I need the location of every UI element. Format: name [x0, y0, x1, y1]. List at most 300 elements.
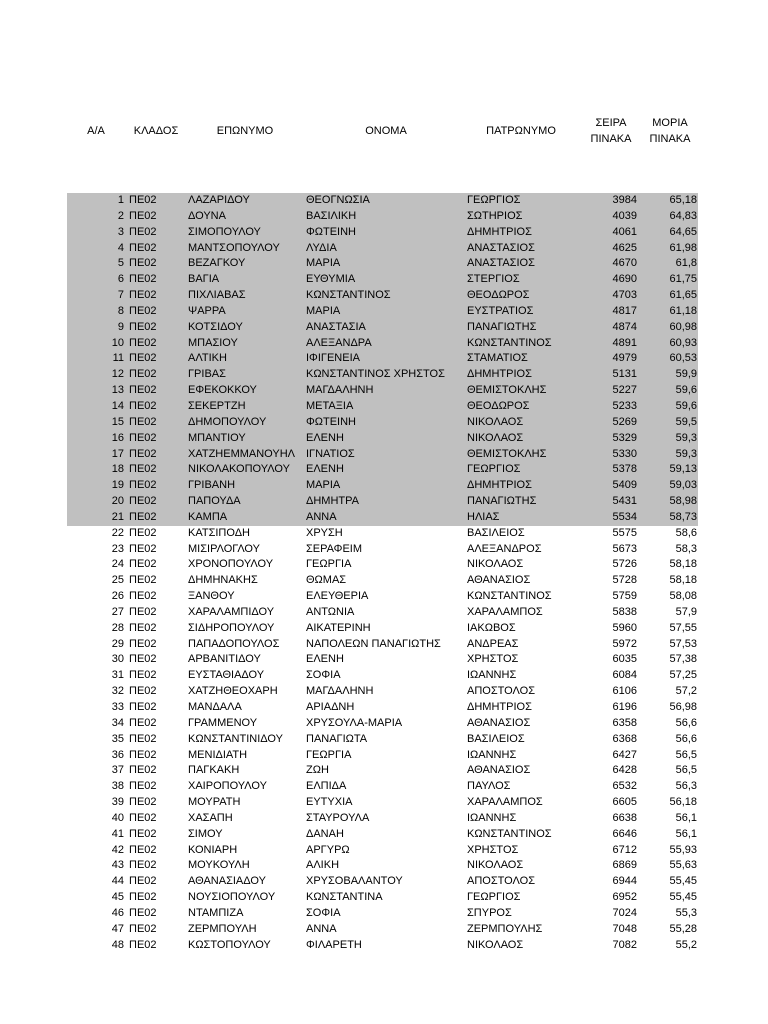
cell-seira: 6427 [612, 748, 637, 761]
table-row [0, 684, 768, 700]
cell-onoma: ΖΩΗ [306, 764, 329, 777]
header-eponymo: ΕΠΩΝΥΜΟ [216, 125, 274, 137]
cell-klados: ΠΕ02 [129, 447, 157, 460]
cell-klados: ΠΕ02 [129, 605, 157, 618]
cell-moria: 56,1 [675, 811, 697, 824]
table-row [0, 526, 768, 542]
cell-onoma: ΕΥΤΥΧΙΑ [306, 796, 353, 809]
cell-aa: 18 [111, 463, 124, 476]
cell-moria: 55,63 [669, 859, 697, 872]
cell-aa: 21 [111, 510, 124, 523]
cell-klados: ΠΕ02 [129, 558, 157, 571]
cell-seira: 4891 [612, 336, 637, 349]
table-row [0, 510, 768, 526]
cell-aa: 37 [111, 764, 124, 777]
table-row [0, 494, 768, 510]
cell-moria: 56,3 [675, 780, 697, 793]
cell-patronymo: ΧΡΗΣΤΟΣ [467, 653, 519, 666]
cell-eponymo: ΓΡΙΒΑΝΗ [188, 479, 236, 492]
cell-klados: ΠΕ02 [129, 526, 157, 539]
cell-seira: 5329 [612, 431, 637, 444]
cell-patronymo: ΑΘΑΝΑΣΙΟΣ [467, 764, 531, 777]
cell-klados: ΠΕ02 [129, 289, 157, 302]
cell-aa: 20 [111, 495, 124, 508]
table-row [0, 542, 768, 558]
cell-eponymo: ΝΤΑΜΠΙΖΑ [188, 906, 244, 919]
cell-seira: 4874 [612, 320, 637, 333]
table-row [0, 637, 768, 653]
cell-aa: 47 [111, 922, 124, 935]
cell-moria: 59,6 [675, 384, 697, 397]
cell-eponymo: ΚΩΣΤΟΠΟΥΛΟΥ [188, 938, 271, 951]
table-row [0, 922, 768, 938]
cell-patronymo: ΧΡΗΣΤΟΣ [467, 843, 519, 856]
table-row [0, 304, 768, 320]
cell-patronymo: ΑΛΕΞΑΝΔΡΟΣ [467, 542, 542, 555]
cell-aa: 1 [117, 194, 124, 206]
cell-onoma: ΕΛΕΝΗ [306, 463, 344, 476]
cell-moria: 61,18 [669, 304, 697, 317]
cell-moria: 60,93 [669, 336, 697, 349]
table-row [0, 415, 768, 431]
cell-patronymo: ΙΑΚΩΒΟΣ [467, 621, 516, 634]
cell-aa: 45 [111, 891, 124, 904]
cell-eponymo: ΣΙΜΟΥ [188, 827, 223, 840]
table-row [0, 621, 768, 637]
cell-aa: 43 [111, 859, 124, 872]
table-row [0, 383, 768, 399]
table-row [0, 652, 768, 668]
cell-klados: ΠΕ02 [129, 574, 157, 587]
cell-moria: 58,6 [675, 526, 697, 539]
cell-onoma: ΑΝΑΣΤΑΣΙΑ [306, 320, 366, 333]
cell-eponymo: ΛΑΖΑΡΙΔΟΥ [188, 194, 250, 206]
cell-seira: 4625 [612, 241, 637, 254]
cell-moria: 56,1 [675, 827, 697, 840]
cell-eponymo: ΚΑΤΣΙΠΟΔΗ [188, 526, 250, 539]
cell-aa: 28 [111, 621, 124, 634]
cell-patronymo: ΚΩΝΣΤΑΝΤΙΝΟΣ [467, 590, 552, 603]
cell-klados: ΠΕ02 [129, 875, 157, 888]
cell-aa: 10 [111, 336, 124, 349]
cell-aa: 36 [111, 748, 124, 761]
cell-aa: 4 [117, 241, 124, 254]
cell-aa: 15 [111, 415, 124, 428]
cell-onoma: ΣΟΦΙΑ [306, 669, 341, 682]
cell-moria: 61,65 [669, 289, 697, 302]
cell-seira: 5575 [612, 526, 637, 539]
cell-eponymo: ΜΑΝΔΑΛΑ [188, 701, 242, 713]
cell-klados: ΠΕ02 [129, 906, 157, 919]
cell-patronymo: ΙΩΑΝΝΗΣ [467, 669, 517, 682]
cell-moria: 55,28 [669, 922, 697, 935]
table-row [0, 668, 768, 684]
cell-patronymo: ΖΕΡΜΠΟΥΛΗΣ [467, 922, 543, 935]
table-row [0, 447, 768, 463]
table-row [0, 478, 768, 494]
table-row [0, 241, 768, 257]
cell-klados: ΠΕ02 [129, 336, 157, 349]
cell-klados: ΠΕ02 [129, 590, 157, 603]
cell-aa: 41 [111, 827, 124, 840]
cell-patronymo: ΣΤΕΡΓΙΟΣ [467, 273, 520, 286]
cell-klados: ΠΕ02 [129, 399, 157, 412]
table-row [0, 700, 768, 716]
cell-seira: 5728 [612, 574, 637, 587]
cell-eponymo: ΕΥΣΤΑΘΙΑΔΟΥ [188, 669, 265, 682]
cell-seira: 6035 [612, 653, 637, 666]
cell-aa: 48 [111, 938, 124, 951]
cell-eponymo: ΝΟΥΣΙΟΠΟΥΛΟΥ [188, 891, 276, 904]
cell-eponymo: ΔΗΜΗΝΑΚΗΣ [188, 574, 258, 587]
cell-eponymo: ΜΠΑΣΙΟΥ [188, 336, 238, 349]
cell-eponymo: ΖΕΡΜΠΟΥΛΗ [188, 922, 257, 935]
cell-patronymo: ΑΘΑΝΑΣΙΟΣ [467, 574, 531, 587]
cell-moria: 57,38 [669, 653, 697, 666]
cell-eponymo: ΚΩΝΣΤΑΝΤΙΝΙΔΟΥ [188, 732, 283, 745]
cell-seira: 4670 [612, 257, 637, 270]
cell-onoma: ΙΓΝΑΤΙΟΣ [306, 447, 355, 460]
table-row [0, 938, 768, 954]
cell-klados: ΠΕ02 [129, 352, 157, 365]
cell-moria: 58,73 [669, 510, 697, 523]
cell-onoma: ΓΕΩΡΓΙΑ [306, 558, 352, 571]
cell-seira: 4061 [612, 225, 637, 238]
cell-aa: 3 [117, 225, 124, 238]
table-row [0, 256, 768, 272]
cell-moria: 61,98 [669, 241, 697, 254]
cell-aa: 38 [111, 780, 124, 793]
cell-klados: ΠΕ02 [129, 732, 157, 745]
cell-seira: 5330 [612, 447, 637, 460]
table-row [0, 288, 768, 304]
cell-moria: 56,6 [675, 732, 697, 745]
cell-klados: ΠΕ02 [129, 938, 157, 951]
cell-onoma: ΑΛΙΚΗ [306, 859, 340, 872]
cell-onoma: ΕΛΕΥΘΕΡΙΑ [306, 590, 369, 603]
header-klados: ΚΛΑΔΟΣ [133, 125, 179, 137]
cell-klados: ΠΕ02 [129, 225, 157, 238]
table-row [0, 779, 768, 795]
cell-moria: 57,25 [669, 669, 697, 682]
cell-klados: ΠΕ02 [129, 922, 157, 935]
cell-klados: ΠΕ02 [129, 542, 157, 555]
cell-klados: ΠΕ02 [129, 463, 157, 476]
cell-klados: ΠΕ02 [129, 796, 157, 809]
cell-seira: 6944 [612, 875, 637, 888]
cell-eponymo: ΔΗΜΟΠΟΥΛΟΥ [188, 415, 267, 428]
cell-moria: 60,98 [669, 320, 697, 333]
cell-patronymo: ΒΑΣΙΛΕΙΟΣ [467, 732, 525, 745]
cell-moria: 60,53 [669, 352, 697, 365]
cell-patronymo: ΠΑΝΑΓΙΩΤΗΣ [467, 320, 537, 333]
cell-klados: ΠΕ02 [129, 780, 157, 793]
cell-onoma: ΒΑΣΙΛΙΚΗ [306, 209, 357, 222]
cell-eponymo: ΚΑΜΠΑ [188, 510, 228, 523]
cell-onoma: ΑΡΙΑΔΝΗ [306, 701, 355, 713]
cell-aa: 44 [111, 875, 124, 888]
cell-aa: 14 [111, 399, 124, 412]
cell-patronymo: ΣΩΤΗΡΙΟΣ [467, 209, 523, 222]
table-row [0, 906, 768, 922]
cell-seira: 6368 [612, 732, 637, 745]
table-row [0, 763, 768, 779]
cell-seira: 5960 [612, 621, 637, 634]
cell-klados: ΠΕ02 [129, 621, 157, 634]
cell-patronymo: ΓΕΩΡΓΙΟΣ [467, 463, 521, 476]
cell-seira: 5227 [612, 384, 637, 397]
cell-onoma: ΚΩΝΣΤΑΝΤΙΝΟΣ ΧΡΗΣΤΟΣ [306, 368, 445, 381]
cell-klados: ΠΕ02 [129, 669, 157, 682]
cell-aa: 23 [111, 542, 124, 555]
cell-eponymo: ΑΛΤΙΚΗ [188, 352, 227, 365]
cell-onoma: ΑΝΤΩΝΙΑ [306, 605, 355, 618]
cell-onoma: ΕΥΘΥΜΙΑ [306, 273, 356, 286]
cell-aa: 29 [111, 637, 124, 650]
cell-klados: ΠΕ02 [129, 495, 157, 508]
cell-moria: 56,6 [675, 716, 697, 729]
cell-seira: 5972 [612, 637, 637, 650]
cell-seira: 6638 [612, 811, 637, 824]
cell-onoma: ΣΤΑΥΡΟΥΛΑ [306, 811, 370, 824]
header-seira-pinaka: ΣΕΙΡΑ ΠΙΝΑΚΑ [590, 117, 632, 145]
cell-klados: ΠΕ02 [129, 843, 157, 856]
cell-eponymo: ΚΟΝΙΑΡΗ [188, 843, 238, 856]
table-row [0, 605, 768, 621]
cell-onoma: ΜΑΡΙΑ [306, 479, 341, 492]
cell-seira: 6646 [612, 827, 637, 840]
results-table [0, 193, 768, 954]
cell-moria: 56,98 [669, 701, 697, 713]
cell-onoma: ΣΟΦΙΑ [306, 906, 341, 919]
cell-patronymo: ΘΕΟΔΩΡΟΣ [467, 289, 530, 302]
cell-eponymo: ΜΑΝΤΣΟΠΟΥΛΟΥ [188, 241, 280, 254]
cell-moria: 59,5 [675, 415, 697, 428]
cell-moria: 64,65 [669, 225, 697, 238]
cell-seira: 5534 [612, 510, 637, 523]
cell-onoma: ΔΑΝΑΗ [306, 827, 344, 840]
cell-eponymo: ΧΡΟΝΟΠΟΥΛΟΥ [188, 558, 274, 571]
cell-onoma: ΕΛΕΝΗ [306, 431, 344, 444]
cell-aa: 42 [111, 843, 124, 856]
cell-klados: ΠΕ02 [129, 716, 157, 729]
cell-aa: 46 [111, 906, 124, 919]
table-row [0, 193, 768, 209]
cell-patronymo: ΣΠΥΡΟΣ [467, 906, 512, 919]
cell-klados: ΠΕ02 [129, 320, 157, 333]
cell-eponymo: ΧΑΤΖΗΕΜΜΑΝΟΥΗΛ [188, 447, 296, 460]
cell-onoma: ΘΕΟΓΝΩΣΙΑ [306, 194, 370, 206]
cell-aa: 33 [111, 701, 124, 713]
cell-moria: 61,75 [669, 273, 697, 286]
table-row [0, 748, 768, 764]
cell-seira: 6106 [612, 685, 637, 698]
cell-eponymo: ΜΙΣΙΡΛΟΓΛΟΥ [188, 542, 260, 555]
header-aa: Α/Α [87, 125, 105, 137]
cell-patronymo: ΓΕΩΡΓΙΟΣ [467, 891, 521, 904]
cell-seira: 5378 [612, 463, 637, 476]
table-row [0, 399, 768, 415]
cell-aa: 26 [111, 590, 124, 603]
cell-moria: 57,9 [675, 605, 697, 618]
cell-onoma: ΛΥΔΙΑ [306, 241, 337, 254]
cell-klados: ΠΕ02 [129, 194, 157, 206]
cell-onoma: ΦΙΛΑΡΕΤΗ [306, 938, 362, 951]
cell-aa: 2 [117, 209, 124, 222]
cell-seira: 5431 [612, 495, 637, 508]
cell-seira: 6532 [612, 780, 637, 793]
cell-eponymo: ΝΙΚΟΛΑΚΟΠΟΥΛΟΥ [188, 463, 290, 476]
cell-moria: 58,3 [675, 542, 697, 555]
cell-patronymo: ΗΛΙΑΣ [467, 510, 500, 523]
cell-patronymo: ΚΩΝΣΤΑΝΤΙΝΟΣ [467, 336, 552, 349]
cell-patronymo: ΘΕΜΙΣΤΟΚΛΗΣ [467, 384, 547, 397]
cell-klados: ΠΕ02 [129, 859, 157, 872]
cell-klados: ΠΕ02 [129, 827, 157, 840]
cell-eponymo: ΧΑΙΡΟΠΟΥΛΟΥ [188, 780, 267, 793]
table-row [0, 843, 768, 859]
cell-aa: 32 [111, 685, 124, 698]
header-patronymo: ΠΑΤΡΩΝΥΜΟ [486, 125, 556, 137]
cell-patronymo: ΠΑΥΛΟΣ [467, 780, 511, 793]
table-row [0, 225, 768, 241]
cell-aa: 35 [111, 732, 124, 745]
cell-moria: 59,13 [669, 463, 697, 476]
cell-seira: 5673 [612, 542, 637, 555]
cell-aa: 31 [111, 669, 124, 682]
cell-onoma: ΧΡΥΣΗ [306, 526, 343, 539]
cell-patronymo: ΘΕΜΙΣΤΟΚΛΗΣ [467, 447, 547, 460]
cell-eponymo: ΞΑΝΘΟΥ [188, 590, 235, 603]
cell-seira: 4979 [612, 352, 637, 365]
cell-aa: 27 [111, 605, 124, 618]
cell-moria: 55,3 [675, 906, 697, 919]
cell-moria: 56,5 [675, 764, 697, 777]
cell-onoma: ΔΗΜΗΤΡΑ [306, 495, 359, 508]
cell-patronymo: ΓΕΩΡΓΙΟΣ [467, 194, 521, 206]
cell-moria: 57,2 [675, 685, 697, 698]
cell-moria: 57,55 [669, 621, 697, 634]
cell-klados: ΠΕ02 [129, 891, 157, 904]
cell-onoma: ΚΩΝΣΤΑΝΤΙΝΟΣ [306, 289, 391, 302]
cell-moria: 55,93 [669, 843, 697, 856]
cell-onoma: ΧΡΥΣΟΥΛΑ-ΜΑΡΙΑ [306, 716, 403, 729]
cell-seira: 6605 [612, 796, 637, 809]
cell-onoma: ΝΑΠΟΛΕΩΝ ΠΑΝΑΓΙΩΤΗΣ [306, 637, 441, 650]
cell-seira: 5233 [612, 399, 637, 412]
cell-patronymo: ΑΝΔΡΕΑΣ [467, 637, 519, 650]
cell-moria: 56,5 [675, 748, 697, 761]
cell-klados: ΠΕ02 [129, 241, 157, 254]
cell-eponymo: ΜΟΥΡΑΤΗ [188, 796, 241, 809]
table-row [0, 209, 768, 225]
cell-seira: 4817 [612, 304, 637, 317]
table-row [0, 367, 768, 383]
cell-klados: ΠΕ02 [129, 685, 157, 698]
cell-patronymo: ΧΑΡΑΛΑΜΠΟΣ [467, 605, 543, 618]
table-row [0, 811, 768, 827]
cell-seira: 4039 [612, 209, 637, 222]
cell-klados: ΠΕ02 [129, 748, 157, 761]
table-row [0, 557, 768, 573]
cell-seira: 5726 [612, 558, 637, 571]
table-row [0, 573, 768, 589]
cell-patronymo: ΝΙΚΟΛΑΟΣ [467, 415, 524, 428]
cell-eponymo: ΠΑΠΑΔΟΠΟΥΛΟΣ [188, 637, 280, 650]
cell-eponymo: ΣΙΜΟΠΟΥΛΟΥ [188, 225, 261, 238]
cell-moria: 55,2 [675, 938, 697, 951]
cell-patronymo: ΘΕΟΔΩΡΟΣ [467, 399, 530, 412]
cell-moria: 57,53 [669, 637, 697, 650]
cell-klados: ΠΕ02 [129, 479, 157, 492]
cell-klados: ΠΕ02 [129, 431, 157, 444]
cell-aa: 8 [117, 304, 124, 317]
cell-eponymo: ΓΡΑΜΜΕΝΟΥ [188, 716, 258, 729]
cell-moria: 59,03 [669, 479, 697, 492]
cell-patronymo: ΑΠΟΣΤΟΛΟΣ [467, 875, 535, 888]
cell-patronymo: ΝΙΚΟΛΑΟΣ [467, 938, 524, 951]
cell-patronymo: ΕΥΣΤΡΑΤΙΟΣ [467, 304, 534, 317]
cell-seira: 5131 [612, 368, 637, 381]
cell-klados: ΠΕ02 [129, 304, 157, 317]
cell-aa: 13 [111, 384, 124, 397]
table-row [0, 795, 768, 811]
table-row [0, 272, 768, 288]
cell-klados: ΠΕ02 [129, 701, 157, 713]
cell-onoma: ΕΛΕΝΗ [306, 653, 344, 666]
cell-seira: 7024 [612, 906, 637, 919]
cell-seira: 6428 [612, 764, 637, 777]
cell-onoma: ΑΝΝΑ [306, 510, 337, 523]
cell-aa: 6 [117, 273, 124, 286]
cell-moria: 58,18 [669, 558, 697, 571]
header-onoma: ΟΝΟΜΑ [365, 125, 407, 137]
cell-klados: ΠΕ02 [129, 637, 157, 650]
cell-aa: 17 [111, 447, 124, 460]
table-row [0, 351, 768, 367]
cell-onoma: ΙΦΙΓΕΝΕΙΑ [306, 352, 360, 365]
cell-patronymo: ΑΘΑΝΑΣΙΟΣ [467, 716, 531, 729]
table-row [0, 589, 768, 605]
cell-onoma: ΜΑΓΔΑΛΗΝΗ [306, 384, 374, 397]
cell-aa: 16 [111, 431, 124, 444]
cell-seira: 4703 [612, 289, 637, 302]
cell-seira: 5759 [612, 590, 637, 603]
cell-patronymo: ΔΗΜΗΤΡΙΟΣ [467, 225, 532, 238]
cell-patronymo: ΔΗΜΗΤΡΙΟΣ [467, 368, 532, 381]
cell-onoma: ΜΕΤΑΞΙΑ [306, 399, 354, 412]
cell-eponymo: ΧΑΤΖΗΘΕΟΧΑΡΗ [188, 685, 278, 698]
cell-seira: 6358 [612, 716, 637, 729]
cell-aa: 9 [117, 320, 124, 333]
cell-eponymo: ΒΕΖΑΓΚΟΥ [188, 257, 246, 270]
cell-klados: ΠΕ02 [129, 653, 157, 666]
cell-patronymo: ΔΗΜΗΤΡΙΟΣ [467, 479, 532, 492]
cell-klados: ΠΕ02 [129, 209, 157, 222]
table-row [0, 320, 768, 336]
cell-onoma: ΦΩΤΕΙΝΗ [306, 225, 356, 238]
cell-moria: 59,3 [675, 447, 697, 460]
table-row [0, 462, 768, 478]
cell-seira: 6952 [612, 891, 637, 904]
cell-onoma: ΑΙΚΑΤΕΡΙΝΗ [306, 621, 371, 634]
cell-klados: ΠΕ02 [129, 257, 157, 270]
cell-aa: 22 [111, 526, 124, 539]
cell-eponymo: ΑΘΑΝΑΣΙΑΔΟΥ [188, 875, 266, 888]
cell-patronymo: ΝΙΚΟΛΑΟΣ [467, 558, 524, 571]
cell-onoma: ΑΝΝΑ [306, 922, 337, 935]
cell-patronymo: ΣΤΑΜΑΤΙΟΣ [467, 352, 528, 365]
